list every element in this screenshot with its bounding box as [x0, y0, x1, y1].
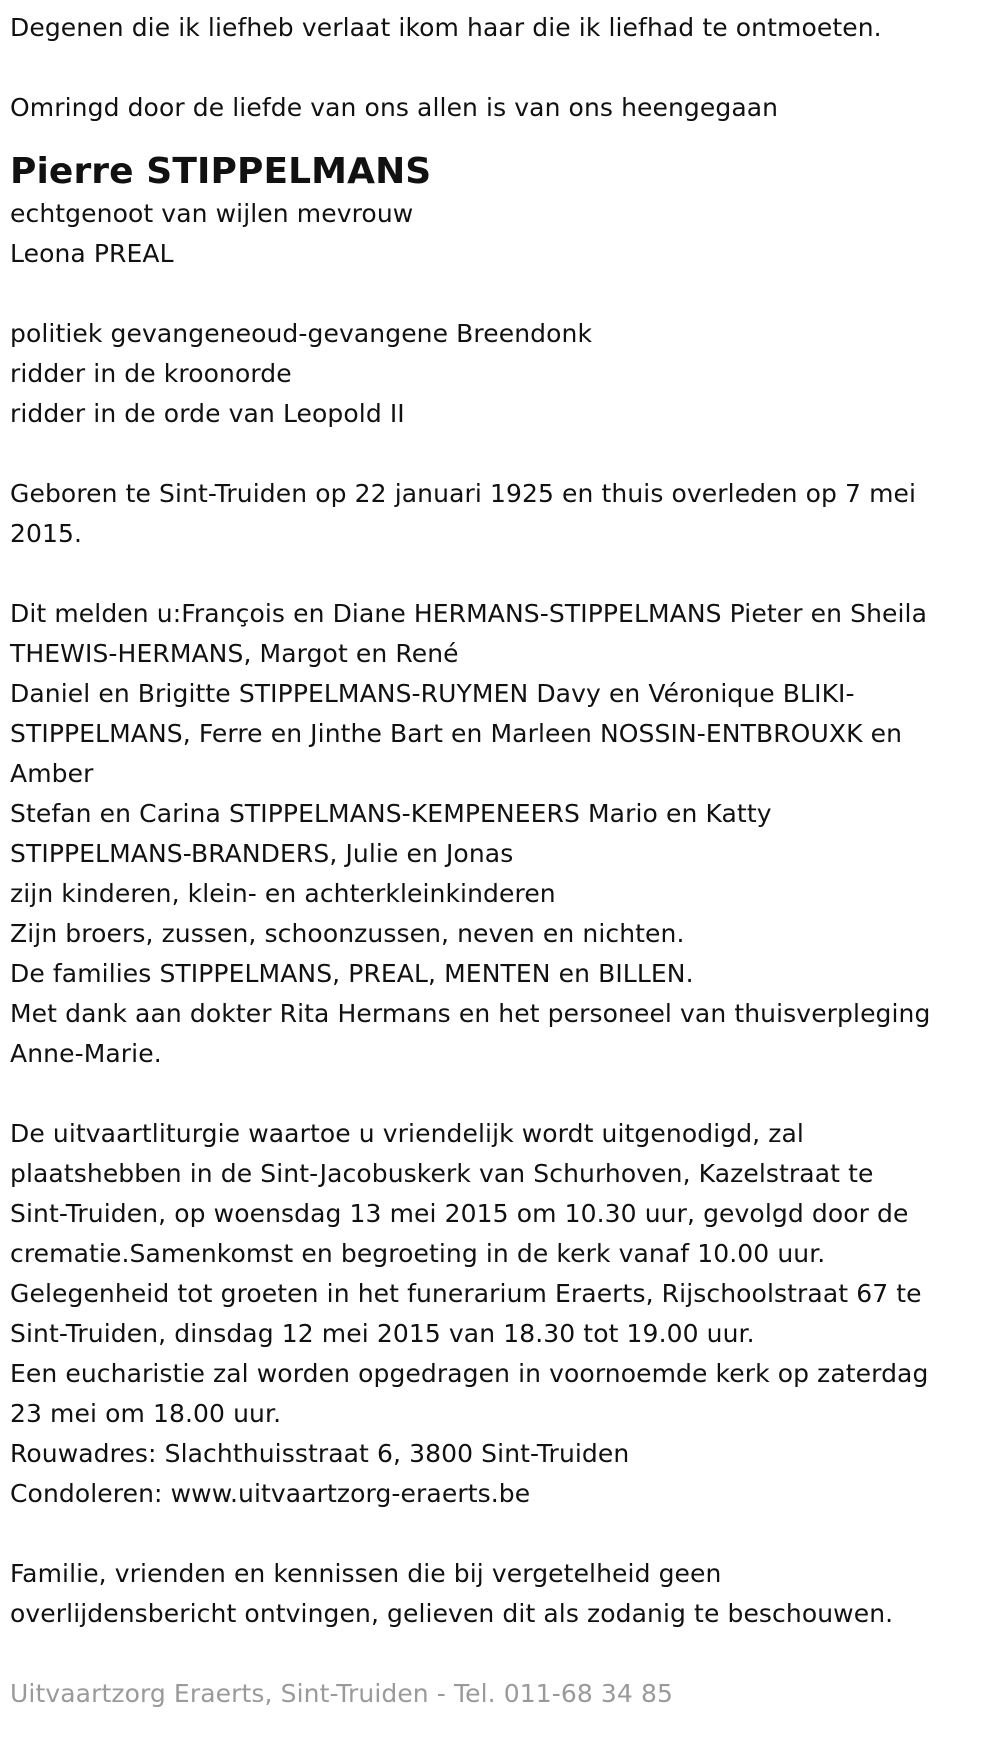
announcer-line: Met dank aan dokter Rita Hermans en het personeel van thuisverpleging	[10, 999, 931, 1028]
ceremony-line: crematie.Samenkomst en begroeting in de kerk vanaf 10.00 uur.	[10, 1239, 826, 1268]
intro-line-2: Omringd door de liefde van ons allen is van ons heengegaan	[10, 93, 779, 122]
spacer	[10, 1514, 990, 1554]
announcer-line: Anne-Marie.	[10, 1039, 162, 1068]
spacer	[10, 554, 990, 594]
spacer	[10, 434, 990, 474]
announcer-line: zijn kinderen, klein- en achterkleinkinderen	[10, 879, 556, 908]
spacer	[10, 1634, 990, 1674]
condolence-address: Rouwadres: Slachthuisstraat 6, 3800 Sint-Truiden	[10, 1439, 630, 1468]
title-line: ridder in de kroonorde	[10, 359, 292, 388]
spouse-line-1: echtgenoot van wijlen mevrouw	[10, 199, 414, 228]
notice-line: Familie, vrienden en kennissen die bij vergetelheid geen	[10, 1559, 722, 1588]
ceremony-line: 23 mei om 18.00 uur.	[10, 1399, 282, 1428]
deceased-name: Pierre STIPPELMANS	[10, 151, 432, 192]
announcer-line: Daniel en Brigitte STIPPELMANS-RUYMEN Davy en Véronique BLIKI-	[10, 679, 855, 708]
announcer-line: THEWIS-HERMANS, Margot en René	[10, 639, 459, 668]
notice-line: overlijdensbericht ontvingen, gelieven dit als zodanig te beschouwen.	[10, 1599, 894, 1628]
birth-death-line: Geboren te Sint-Truiden op 22 januari 1925 en thuis overleden op 7 mei	[10, 479, 917, 508]
title-line: politiek gevangeneoud-gevangene Breendonk	[10, 319, 593, 348]
ceremony-line: Sint-Truiden, op woensdag 13 mei 2015 om 10.30 uur, gevolgd door de	[10, 1199, 909, 1228]
spacer	[10, 274, 990, 314]
spacer	[10, 48, 990, 88]
condolence-website[interactable]: Condoleren: www.uitvaartzorg-eraerts.be	[10, 1479, 531, 1508]
ceremony-line: Een eucharistie zal worden opgedragen in voornoemde kerk op zaterdag	[10, 1359, 929, 1388]
intro-line-1: Degenen die ik liefheb verlaat ikom haar die ik liefhad te ontmoeten.	[10, 13, 882, 42]
obituary-notice	[10, 8, 990, 1714]
spacer	[10, 1074, 990, 1114]
announcer-line: Zijn broers, zussen, schoonzussen, neven en nichten.	[10, 919, 685, 948]
birth-death-line: 2015.	[10, 519, 83, 548]
announcer-line: STIPPELMANS, Ferre en Jinthe Bart en Marleen NOSSIN-ENTBROUXK en	[10, 719, 903, 748]
ceremony-line: Sint-Truiden, dinsdag 12 mei 2015 van 18.30 tot 19.00 uur.	[10, 1319, 755, 1348]
ceremony-line: Gelegenheid tot groeten in het funerarium Eraerts, Rijschoolstraat 67 te	[10, 1279, 922, 1308]
ceremony-line: plaatshebben in de Sint-Jacobuskerk van Schurhoven, Kazelstraat te	[10, 1159, 874, 1188]
funeral-home-footer: Uitvaartzorg Eraerts, Sint-Truiden - Tel. 011-68 34 85	[10, 1679, 673, 1708]
spouse-line-2: Leona PREAL	[10, 239, 174, 268]
title-line: ridder in de orde van Leopold II	[10, 399, 405, 428]
announcer-line: Stefan en Carina STIPPELMANS-KEMPENEERS Mario en Katty	[10, 799, 772, 828]
ceremony-line: De uitvaartliturgie waartoe u vriendelijk wordt uitgenodigd, zal	[10, 1119, 804, 1148]
announcer-line: Amber	[10, 759, 94, 788]
announcer-line: De families STIPPELMANS, PREAL, MENTEN en BILLEN.	[10, 959, 694, 988]
announcer-line: Dit melden u:François en Diane HERMANS-STIPPELMANS Pieter en Sheila	[10, 599, 928, 628]
announcer-line: STIPPELMANS-BRANDERS, Julie en Jonas	[10, 839, 514, 868]
